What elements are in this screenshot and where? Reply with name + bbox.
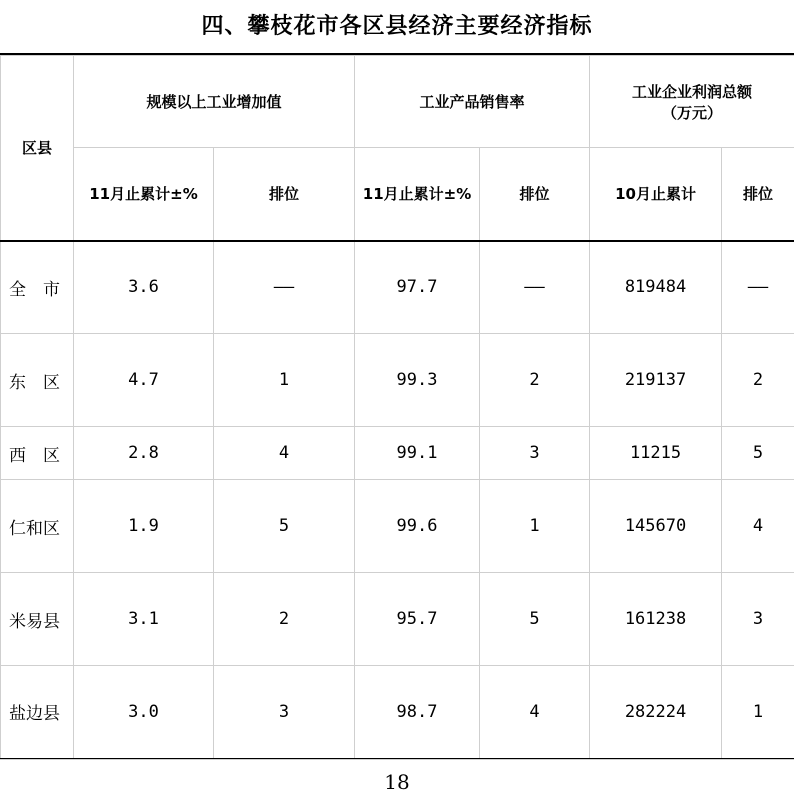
subheader-cumulative-3: 10月止累计 xyxy=(590,148,722,241)
sales-rate: 99.6 xyxy=(355,480,480,573)
profit-rank: 3 xyxy=(722,573,794,666)
region-name: 全 市 xyxy=(1,241,74,334)
indicator-table xyxy=(0,55,794,760)
subheader-rank-1: 排位 xyxy=(214,148,355,241)
value-added-rank: 5 xyxy=(214,480,355,573)
region-name: 西 区 xyxy=(1,427,74,480)
table-row xyxy=(1,573,794,666)
header-industrial-value-added: 规模以上工业增加值 xyxy=(74,56,355,148)
value-added-growth: 2.8 xyxy=(74,427,214,480)
profit-total: 219137 xyxy=(590,334,722,427)
header-profit xyxy=(590,56,794,148)
profit-rank: 1 xyxy=(722,666,794,759)
footer-divider xyxy=(0,759,794,760)
sales-rate-rank: —— xyxy=(480,241,590,334)
header-profit-unit: （万元） xyxy=(662,103,723,122)
value-added-rank: 1 xyxy=(214,334,355,427)
subheader-rank-3: 排位 xyxy=(722,148,794,241)
value-added-growth: 3.0 xyxy=(74,666,214,759)
sales-rate-rank: 3 xyxy=(480,427,590,480)
sales-rate-rank: 5 xyxy=(480,573,590,666)
header-profit-line1: 工业企业利润总额 xyxy=(632,82,753,101)
value-added-growth: 1.9 xyxy=(74,480,214,573)
profit-total: 819484 xyxy=(590,241,722,334)
sales-rate-rank: 1 xyxy=(480,480,590,573)
profit-rank: 5 xyxy=(722,427,794,480)
sales-rate-rank: 4 xyxy=(480,666,590,759)
sales-rate: 95.7 xyxy=(355,573,480,666)
subheader-growth-2: 11月止累计±% xyxy=(355,148,480,241)
region-name: 东 区 xyxy=(1,334,74,427)
value-added-growth: 3.1 xyxy=(74,573,214,666)
subheader-rank-2: 排位 xyxy=(480,148,590,241)
table-row xyxy=(1,427,794,480)
page-title: 四、攀枝花市各区县经济主要经济指标 xyxy=(201,14,593,39)
value-added-growth: 3.6 xyxy=(74,241,214,334)
sales-rate-rank: 2 xyxy=(480,334,590,427)
region-name: 盐边县 xyxy=(1,666,74,759)
sales-rate: 99.1 xyxy=(355,427,480,480)
table-row xyxy=(1,666,794,759)
sales-rate: 97.7 xyxy=(355,241,480,334)
subheader-growth-1: 11月止累计±% xyxy=(74,148,214,241)
page-number: 18 xyxy=(384,770,410,794)
sales-rate: 99.3 xyxy=(355,334,480,427)
value-added-rank: 4 xyxy=(214,427,355,480)
profit-rank: 4 xyxy=(722,480,794,573)
sales-rate: 98.7 xyxy=(355,666,480,759)
region-name: 米易县 xyxy=(1,573,74,666)
profit-rank: 2 xyxy=(722,334,794,427)
profit-total: 161238 xyxy=(590,573,722,666)
profit-total: 282224 xyxy=(590,666,722,759)
header-sales-rate: 工业产品销售率 xyxy=(355,56,590,148)
profit-total: 11215 xyxy=(590,427,722,480)
header-region: 区县 xyxy=(1,56,74,241)
table-row xyxy=(1,241,794,334)
profit-total: 145670 xyxy=(590,480,722,573)
value-added-rank: —— xyxy=(214,241,355,334)
table-row xyxy=(1,480,794,573)
value-added-growth: 4.7 xyxy=(74,334,214,427)
profit-rank: —— xyxy=(722,241,794,334)
value-added-rank: 2 xyxy=(214,573,355,666)
table-row xyxy=(1,334,794,427)
value-added-rank: 3 xyxy=(214,666,355,759)
region-name: 仁和区 xyxy=(1,480,74,573)
